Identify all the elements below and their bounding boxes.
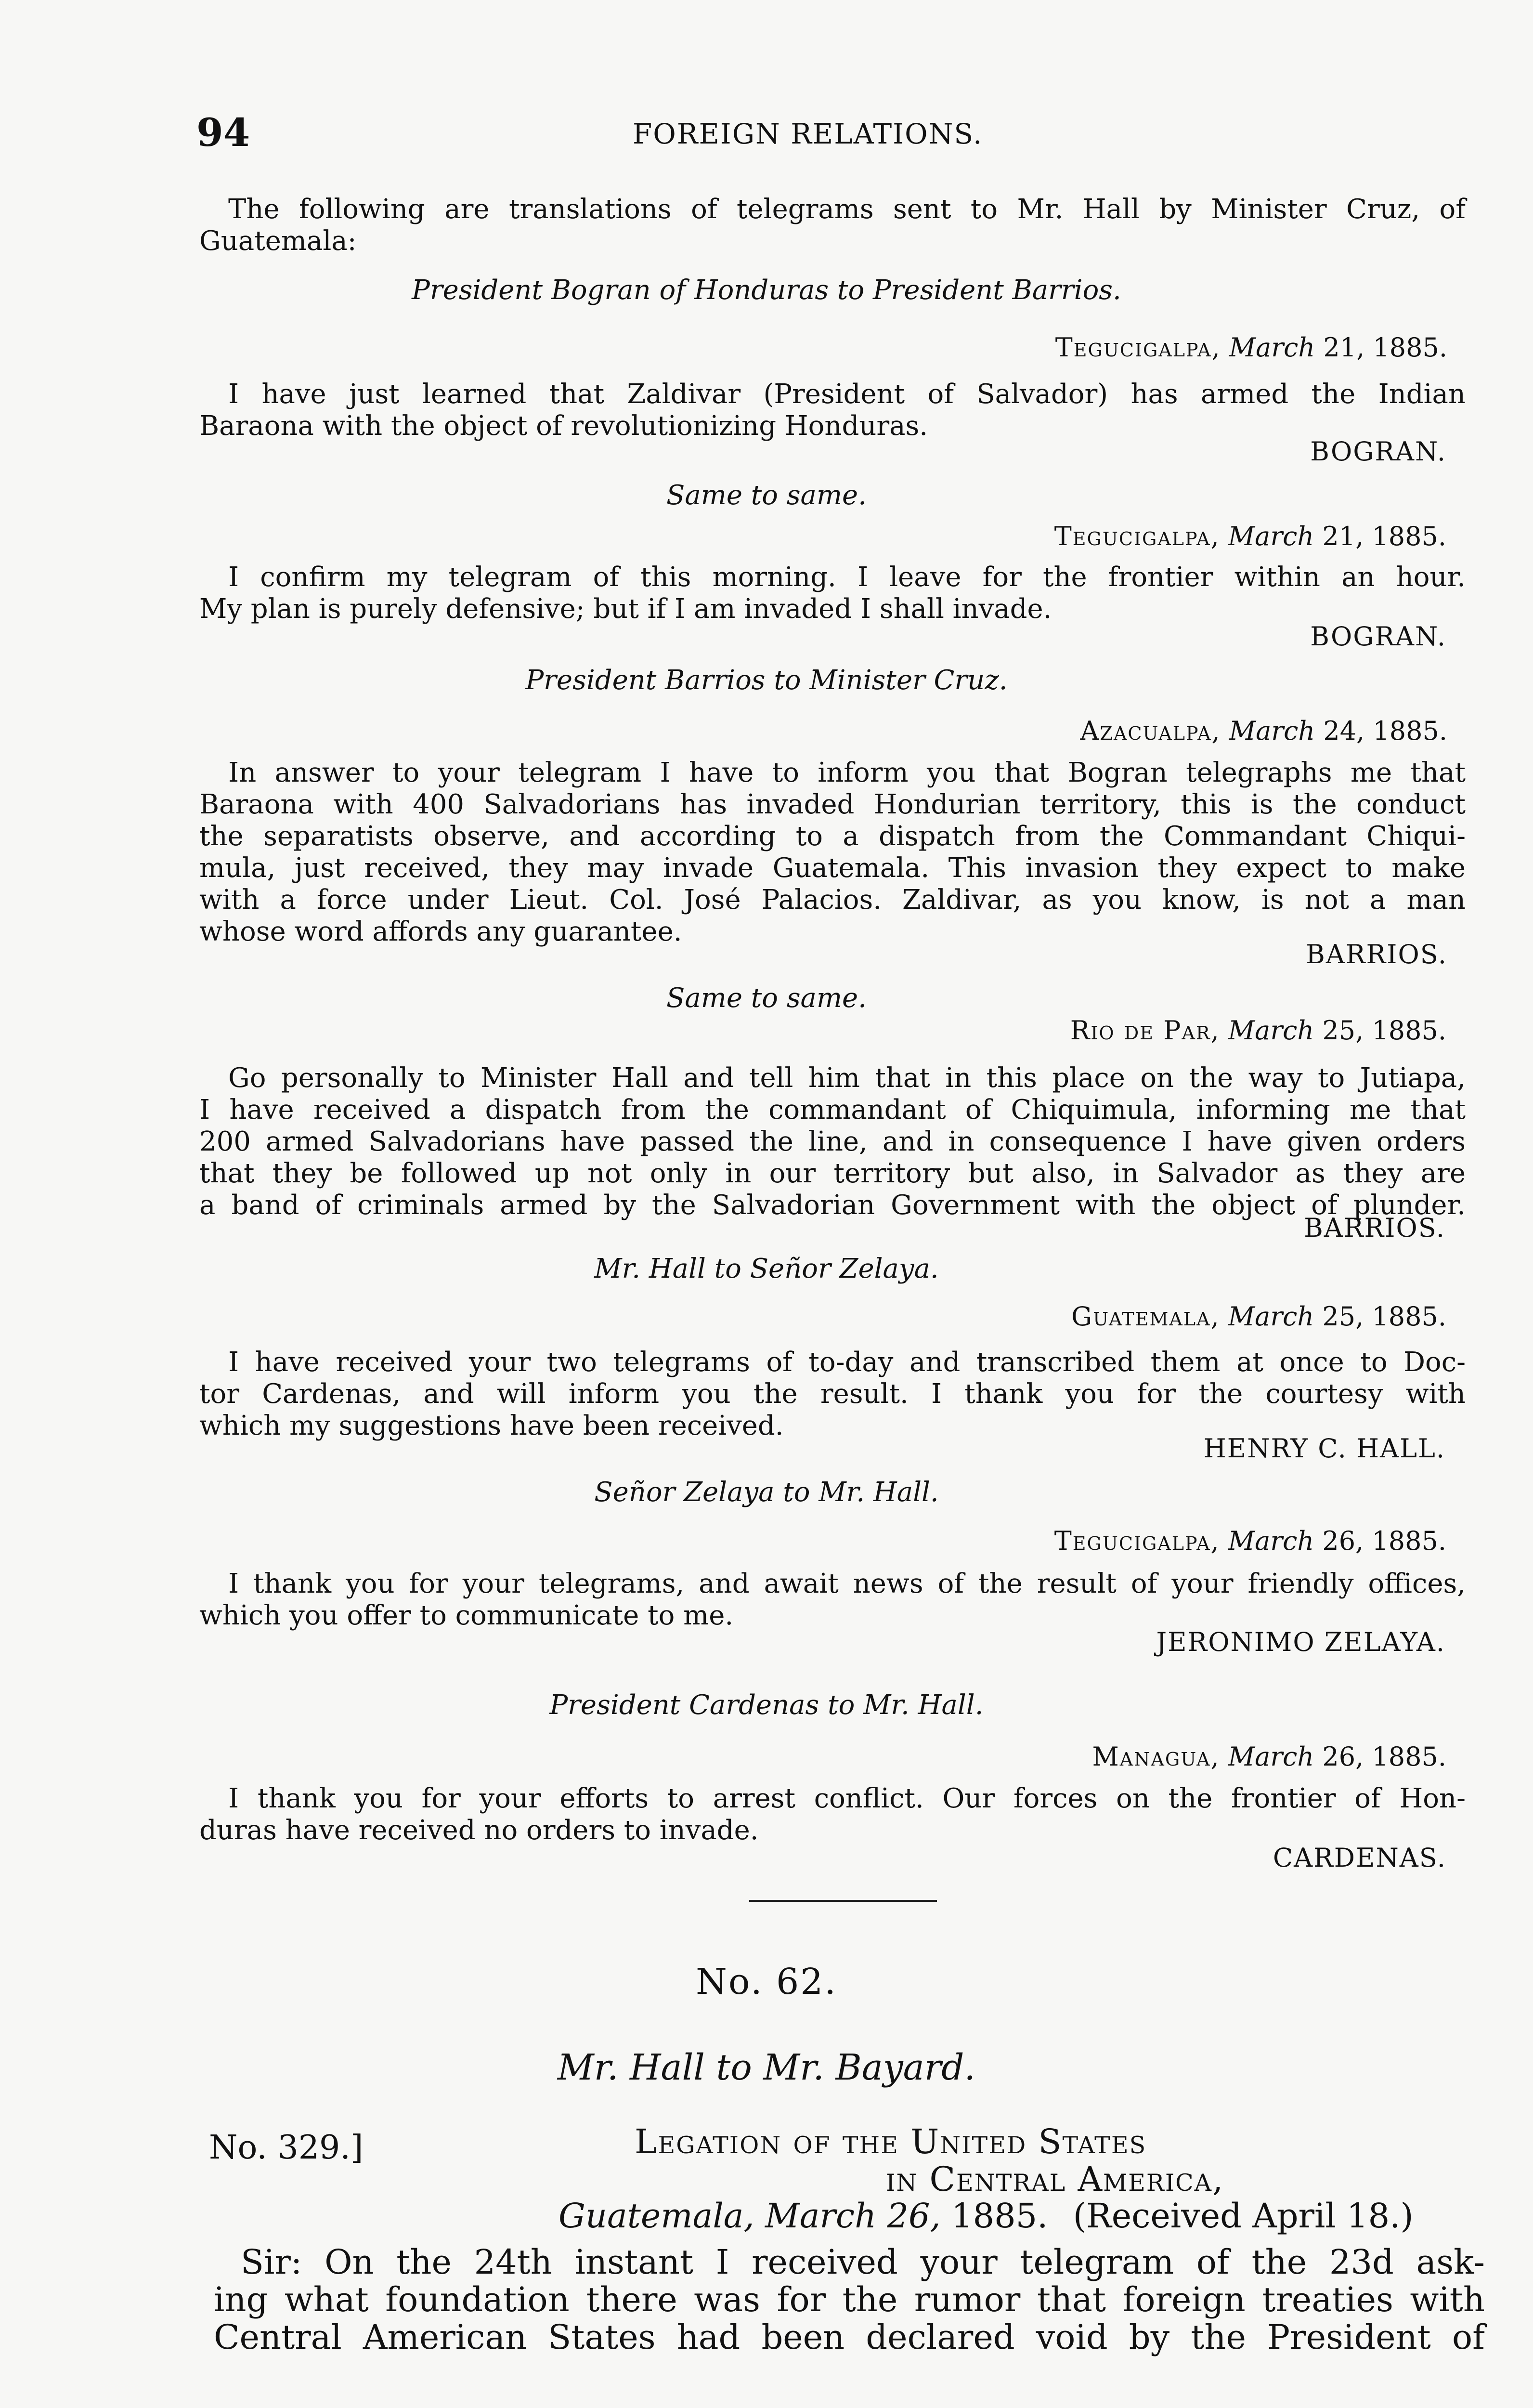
dateline-month: March — [1228, 1015, 1314, 1046]
body-line: Go personally to Minister Hall and tell him that in this place on the way to Jutiapa, — [228, 1062, 1466, 1094]
telegram-heading: Same to same. — [666, 982, 867, 1014]
dateline-month: March — [1229, 716, 1315, 746]
telegram-dateline — [1092, 1741, 1446, 1772]
telegram-dateline — [1054, 521, 1446, 551]
dateline-day-year: 25, 1885. — [1322, 1015, 1446, 1046]
dateline-day-year: 25, 1885. — [1322, 1301, 1446, 1332]
body-line: duras have received no orders to invade. — [199, 1815, 759, 1846]
body-line: whose word affords any guarantee. — [199, 916, 682, 947]
body-line: Baraona with the object of revolutionizing Honduras. — [199, 410, 928, 442]
letter-dateline — [559, 2196, 1414, 2236]
received-note: (Received April 18.) — [1073, 2196, 1414, 2236]
body-line: which my suggestions have been received. — [199, 1410, 784, 1441]
dateline-place: Tegucigalpa, — [1055, 332, 1221, 363]
letter-body — [214, 2243, 1485, 2356]
telegram-dateline — [1070, 1015, 1446, 1046]
body-line: Central American States had been declared void by the President of — [214, 2317, 1485, 2357]
body-line: a band of criminals armed by the Salvadorian Government with the object of plunder. — [199, 1190, 1466, 1221]
telegram-body — [199, 379, 1466, 442]
body-line: I thank you for your telegrams, and await news of the result of your friendly offices, — [228, 1568, 1466, 1599]
dateline-day-year: 24, 1885. — [1323, 716, 1447, 746]
telegram-heading: Same to same. — [666, 480, 867, 511]
body-line: the separatists observe, and according to a dispatch from the Commandant Chiqui- — [199, 821, 1466, 852]
legation-line: in Central America, — [886, 2159, 1224, 2199]
document-number: No. 62. — [696, 1961, 837, 2002]
body-line: with a force under Lieut. Col. José Palacios. Zaldivar, as you know, is not a man — [199, 884, 1466, 916]
body-line: that they be followed up not only in our territory but also, in Salvador as they are — [199, 1158, 1466, 1189]
telegram-heading: Señor Zelaya to Mr. Hall. — [594, 1477, 939, 1508]
dateline-place: Managua, — [1092, 1741, 1220, 1772]
body-line: ing what foundation there was for the rumor that foreign treaties with — [214, 2280, 1485, 2319]
telegram-body — [199, 1347, 1466, 1442]
dateline-place: Rio de Par, — [1070, 1015, 1220, 1046]
intro-paragraph — [199, 194, 1466, 257]
body-line: I confirm my telegram of this morning. I leave for the frontier within an hour. — [228, 562, 1466, 593]
section-divider — [749, 1900, 937, 1902]
telegram-heading: President Barrios to Minister Cruz. — [525, 665, 1008, 696]
dateline-month: March — [1229, 332, 1315, 363]
telegram-body — [199, 562, 1466, 625]
telegram-signature: BOGRAN. — [1310, 436, 1446, 467]
dateline-month: March — [1228, 1526, 1314, 1556]
page-number: 94 — [196, 110, 250, 155]
telegram-signature: BOGRAN. — [1310, 621, 1446, 652]
body-line: I have received your two telegrams of to-day and transcribed them at once to Doc- — [228, 1347, 1466, 1378]
telegram-dateline — [1071, 1301, 1446, 1332]
dispatch-number: No. 329.] — [209, 2129, 364, 2167]
dateline-place: Azacualpa, — [1080, 716, 1221, 746]
dateline-day-year: 21, 1885. — [1322, 521, 1446, 551]
telegram-body — [199, 1062, 1466, 1221]
body-line: Sir: On the 24th instant I received your telegram of the 23d ask- — [241, 2242, 1485, 2282]
dateline-place: Guatemala, — [1071, 1301, 1220, 1332]
body-line: tor Cardenas, and will inform you the result. I thank you for the courtesy with — [199, 1378, 1466, 1410]
telegram-signature: BARRIOS. — [1304, 1213, 1445, 1243]
body-line: I have just learned that Zaldivar (President of Salvador) has armed the Indian — [228, 379, 1466, 410]
dateline-day-year: 26, 1885. — [1322, 1741, 1446, 1772]
telegram-body — [199, 757, 1466, 948]
telegram-dateline — [1055, 332, 1447, 363]
intro-line: The following are translations of telegrams sent to Mr. Hall by Minister Cruz, of — [228, 194, 1466, 225]
dateline-day-year: 26, 1885. — [1322, 1526, 1446, 1556]
body-line: Baraona with 400 Salvadorians has invaded Hondurian territory, this is the conduct — [199, 789, 1466, 820]
body-line: which you offer to communicate to me. — [199, 1600, 734, 1631]
body-line: I have received a dispatch from the commandant of Chiquimula, informing me that — [199, 1094, 1466, 1125]
dateline-day-year: 21, 1885. — [1323, 332, 1447, 363]
telegram-heading: Mr. Hall to Señor Zelaya. — [594, 1253, 939, 1284]
telegram-signature: BARRIOS. — [1306, 939, 1447, 969]
letter-year: 1885. — [951, 2196, 1048, 2236]
body-line: My plan is purely defensive; but if I am invaded I shall invade. — [199, 593, 1052, 625]
dateline-place: Tegucigalpa, — [1054, 1526, 1220, 1556]
dateline-month: March — [1228, 1741, 1314, 1772]
telegram-body — [199, 1568, 1466, 1632]
document-title: Mr. Hall to Mr. Bayard. — [557, 2047, 976, 2088]
telegram-heading: President Cardenas to Mr. Hall. — [549, 1689, 984, 1721]
body-line: 200 armed Salvadorians have passed the line, and in consequence I have given orders — [199, 1126, 1466, 1157]
telegram-signature: JERONIMO ZELAYA. — [1156, 1627, 1445, 1657]
telegram-heading: President Bogran of Honduras to President Barrios. — [412, 275, 1121, 306]
running-title: FOREIGN RELATIONS. — [633, 118, 983, 150]
letter-place-date: Guatemala, March 26, — [559, 2196, 941, 2236]
intro-line: Guatemala: — [199, 225, 357, 257]
telegram-signature: HENRY C. HALL. — [1203, 1433, 1445, 1464]
body-line: In answer to your telegram I have to inform you that Bogran telegraphs me that — [228, 757, 1466, 788]
telegram-dateline — [1080, 716, 1447, 746]
telegram-body — [199, 1783, 1466, 1846]
dateline-place: Tegucigalpa, — [1054, 521, 1220, 551]
body-line: mula, just received, they may invade Guatemala. This invasion they expect to make — [199, 852, 1466, 884]
dateline-month: March — [1228, 1301, 1314, 1332]
body-line: I thank you for your efforts to arrest conflict. Our forces on the frontier of Hon- — [228, 1783, 1466, 1814]
legation-line: Legation of the United States — [635, 2122, 1147, 2161]
telegram-dateline — [1054, 1526, 1446, 1556]
telegram-signature: CARDENAS. — [1273, 1843, 1446, 1873]
dateline-month: March — [1228, 521, 1314, 551]
